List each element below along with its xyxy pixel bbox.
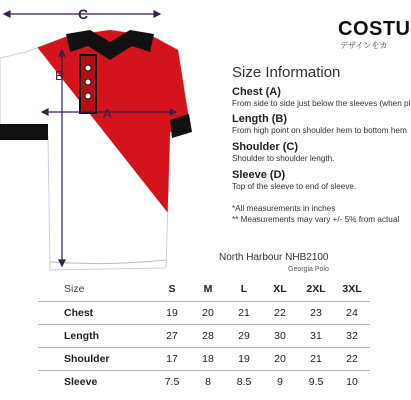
measure-label-c: C bbox=[78, 6, 89, 22]
measure-label-b: B bbox=[55, 68, 64, 83]
size-l-header: L bbox=[226, 277, 262, 302]
shoulder-term: Shoulder (C) bbox=[232, 141, 298, 153]
table-cell: 21 bbox=[298, 348, 334, 371]
table-cell: 9 bbox=[277, 376, 283, 388]
size-chart-table bbox=[38, 277, 370, 393]
length-term: Length (B) bbox=[232, 113, 287, 125]
table-cell: 8 bbox=[205, 376, 211, 388]
table-cell: 27 bbox=[154, 325, 190, 348]
size-2xl-header: 2XL bbox=[298, 277, 334, 302]
table-row bbox=[38, 371, 370, 394]
table-cell: 21 bbox=[226, 302, 262, 325]
table-cell: 7.5 bbox=[164, 376, 180, 388]
chest-term: Chest (A) bbox=[232, 86, 281, 98]
table-cell: 32 bbox=[334, 325, 370, 348]
polo-shirt-illustration bbox=[0, 0, 220, 275]
product-subtitle: Georgia Polo bbox=[288, 266, 329, 273]
table-cell: 17 bbox=[154, 348, 190, 371]
shoulder-desc: Shoulder to shoulder length. bbox=[232, 154, 335, 163]
button-icon bbox=[85, 93, 91, 99]
table-cell: 18 bbox=[190, 348, 226, 371]
table-cell: 20 bbox=[190, 302, 226, 325]
variance-note: ** Measurements may vary +/- 5% from actual bbox=[232, 215, 400, 224]
table-cell: 19 bbox=[154, 302, 190, 325]
measure-label-a: A bbox=[103, 106, 112, 121]
table-cell: 24 bbox=[334, 302, 370, 325]
arrow-right-icon bbox=[154, 11, 160, 17]
table-header-row bbox=[38, 277, 370, 302]
chest-desc: From side to side just below the sleeves (when pl bbox=[232, 99, 411, 108]
size-m-header: M bbox=[190, 277, 226, 302]
brand-logo: COSTU bbox=[338, 18, 411, 40]
table-cell: 22 bbox=[262, 302, 298, 325]
table-row bbox=[38, 325, 370, 348]
button-icon bbox=[85, 79, 91, 85]
table-cell: 30 bbox=[262, 325, 298, 348]
table-cell: 8.5 bbox=[236, 376, 252, 388]
size-s-header: S bbox=[154, 277, 190, 302]
row-label: Length bbox=[38, 325, 154, 348]
arrow-left-icon bbox=[4, 11, 10, 17]
table-cell: 22 bbox=[334, 348, 370, 371]
button-icon bbox=[85, 65, 91, 71]
brand-tagline: デザインをカ bbox=[340, 41, 388, 50]
table-cell: 20 bbox=[262, 348, 298, 371]
table-cell: 28 bbox=[190, 325, 226, 348]
table-cell: 29 bbox=[226, 325, 262, 348]
table-cell: 31 bbox=[298, 325, 334, 348]
row-label: Shoulder bbox=[38, 348, 154, 371]
size-header: Size bbox=[38, 277, 154, 302]
left-sleeve-cuff bbox=[0, 124, 48, 140]
table-row bbox=[38, 302, 370, 325]
row-label: Chest bbox=[38, 302, 154, 325]
table-row bbox=[38, 348, 370, 371]
size-info-title: Size Information bbox=[232, 64, 341, 81]
table-cell: 23 bbox=[298, 302, 334, 325]
size-xl-header: XL bbox=[262, 277, 298, 302]
measurement-note: *All measurements in inches bbox=[232, 204, 336, 213]
product-name: North Harbour NHB2100 bbox=[219, 252, 329, 263]
sleeve-term: Sleeve (D) bbox=[232, 169, 286, 181]
table-cell: 9.5 bbox=[308, 376, 324, 388]
table-cell: 19 bbox=[226, 348, 262, 371]
length-desc: From high point on shoulder hem to bottom hem bbox=[232, 126, 407, 135]
size-3xl-header: 3XL bbox=[334, 277, 370, 302]
sleeve-desc: Top of the sleeve to end of sleeve. bbox=[232, 182, 357, 191]
table-cell: 10 bbox=[346, 376, 358, 388]
row-label: Sleeve bbox=[64, 376, 98, 388]
